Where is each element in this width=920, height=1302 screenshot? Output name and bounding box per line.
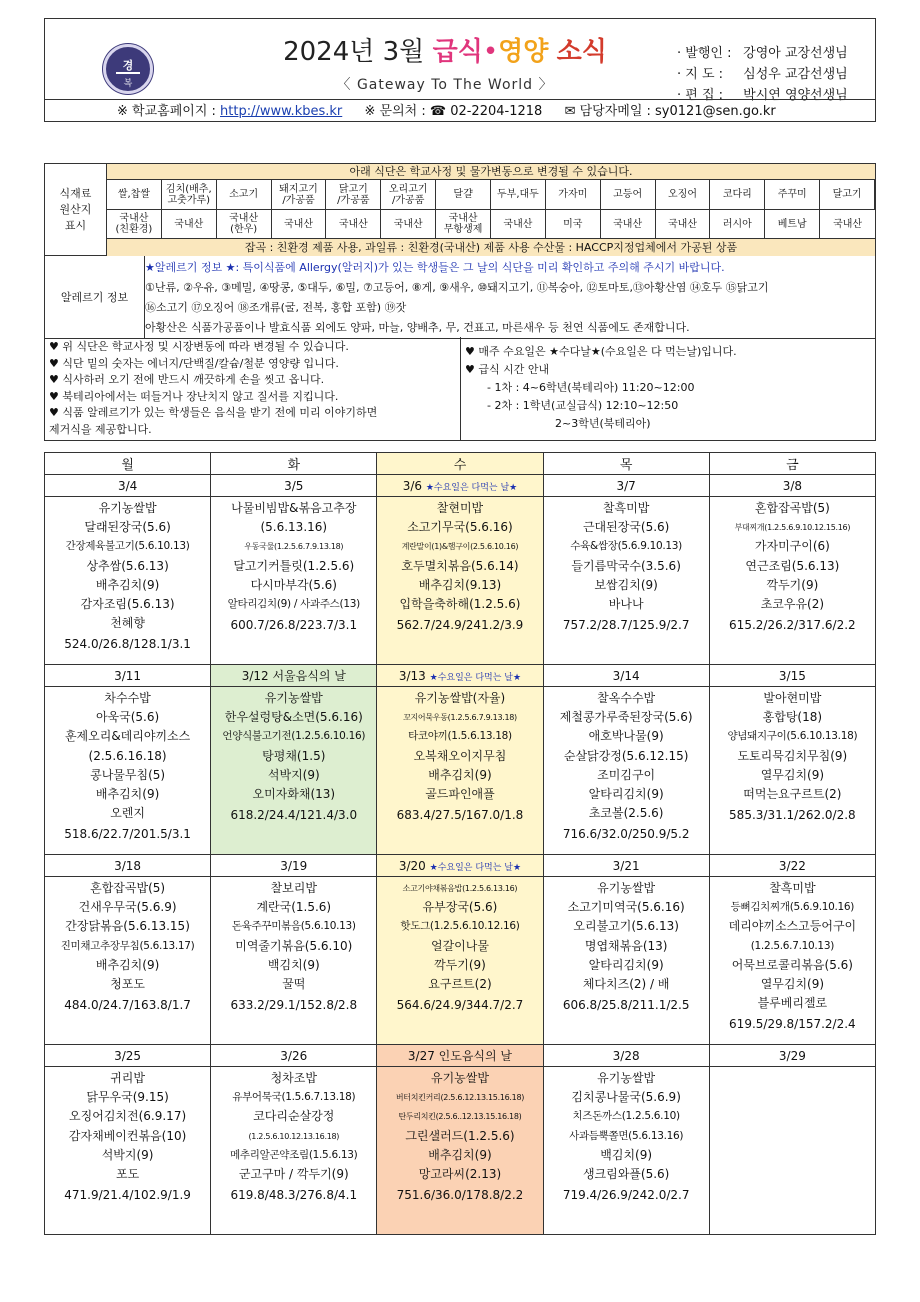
date-cell (45, 855, 211, 877)
logo-text-bottom: 복 (123, 79, 133, 89)
menu-item: 귀리밥 (110, 1071, 145, 1085)
menu-item: 유기농쌀밥 (98, 501, 157, 515)
menu-item: 오복채오이지무침 (413, 748, 507, 763)
date-label: 3/14 (612, 668, 640, 683)
nutrition-values: 615.2/26.2/317.6/2.2 (729, 618, 856, 633)
menu-item: 등뼈김치찌개(5.6.9.10.16) (730, 901, 855, 914)
nutrition-values: 600.7/26.8/223.7/3.1 (230, 618, 358, 633)
nutrition-values: 757.2/28.7/125.9/2.7 (562, 618, 690, 633)
date-cell (45, 1045, 211, 1067)
menu-item: 청차조밥 (270, 1071, 317, 1085)
menu-item: 감자채베이컨볶음(10) (68, 1128, 187, 1143)
menu-item: 애호박나물(9) (588, 729, 664, 744)
menu-item: 깍두기(9) (766, 577, 819, 592)
menu-item: 근대된장국(5.6) (582, 520, 670, 535)
date-label: 3/27 인도음식의 날 (407, 1049, 513, 1063)
menu-item: 홍합탕(18) (762, 710, 823, 725)
menu-item: 알타리김치(9) (588, 957, 664, 972)
nutrition-values: 716.6/32.0/250.9/5.2 (562, 827, 690, 842)
menu-item: 콩나물무침(5) (90, 767, 166, 782)
date-cell (211, 1045, 377, 1067)
date-label: 3/28 (612, 1048, 640, 1063)
menu-item: 탕평채(1.5) (262, 748, 326, 763)
menu-item: 배추김치(9) (428, 767, 492, 782)
date-label: 3/15 (778, 668, 806, 683)
title-word-meal: 급식 (432, 37, 483, 67)
date-label: 3/4 (117, 478, 138, 493)
origin-item-origin: 국내산 (833, 218, 863, 230)
menu-item: 배추김치(9) (95, 787, 160, 802)
origin-item-name: 쌀,찹쌀 (107, 180, 162, 210)
date-label: 3/18 (114, 858, 142, 873)
day-header: 목 (543, 453, 709, 475)
origin-item-origin: 국내산 (601, 210, 656, 238)
allergy-body (145, 258, 871, 338)
menu-item: 꿀떡 (282, 977, 306, 992)
allergy-line-3: 아황산은 식품가공품이나 발효식품 외에도 양파, 마늘, 양배추, 무, 건표고, 마른새우 등 천연 식품에도 존재합니다. (145, 321, 690, 334)
menu-cell (45, 497, 211, 665)
menu-item: 얼갈이나물 (430, 938, 489, 953)
date-label: 3/25 (114, 1048, 142, 1063)
day-header: 화 (211, 453, 377, 475)
origin-item-origin: 국내산 무항생제 (436, 210, 491, 238)
menu-item: 유기농쌀밥 (264, 691, 323, 705)
staff-row (677, 43, 848, 64)
date-cell (211, 665, 377, 687)
menu-cell (543, 877, 709, 1045)
date-cell (709, 665, 875, 687)
origin-item-name: 돼지고기 /가공품 (272, 180, 327, 210)
menu-item: 열무김치(9) (760, 767, 825, 782)
date-label: 3/21 (612, 858, 640, 873)
date-cell (543, 475, 709, 497)
nutrition-values: 518.6/22.7/201.5/3.1 (64, 827, 191, 842)
menu-item: 어묵브로콜리볶음(5.6) (731, 957, 853, 972)
menu-item: 간장제육불고기(5.6.10.13) (65, 540, 190, 553)
menu-cell (543, 687, 709, 855)
menu-item: 미역줄기볶음(5.6.10) (235, 938, 353, 953)
allergy-line-2: ⑯소고기 ⑰오징어 ⑱조개류(굴, 전복, 홍합 포함) ⑲잣 (145, 301, 407, 314)
title-block (225, 31, 665, 94)
notes-right (461, 337, 875, 439)
date-cell (211, 475, 377, 497)
menu-item: 계란국(1.5.6) (256, 900, 332, 915)
date-label: 3/20 (398, 858, 426, 873)
allergy-section (45, 256, 875, 338)
menu-item: 아욱국(5.6) (95, 710, 160, 725)
staff-role: · 지 도 : (677, 67, 724, 82)
menu-item: 건새우무국(5.6.9) (78, 900, 177, 915)
menu-cell (709, 877, 875, 1045)
origin-item-name: 달걀 (436, 180, 491, 210)
menu-item: (1.2.5.6.7.10.13) (750, 939, 834, 952)
origin-item-origin: 미국 (546, 210, 601, 238)
menu-item: 유기농쌀밥(자율) (414, 691, 506, 705)
menu-item: 포도 (116, 1167, 140, 1182)
allergy-line-1: ①난류, ②우유, ③메밀, ④땅콩, ⑤대두, ⑥밀, ⑦고등어, ⑧게, ⑨새우, ⑩돼지고기, ⑪복숭아, ⑫토마토,⑬아황산염 ⑭호두 ⑮닭고기 (145, 281, 769, 294)
menu-item: 사과듬뿍쫄면(5.6.13.16) (569, 1129, 684, 1142)
notes-right-line-3: - 1차 : 4~6학년(북테리아) 11:20~12:00 (487, 381, 695, 394)
menu-item: 코다리순살강정 (253, 1109, 335, 1124)
notice-top: 아래 식단은 학교사정 및 물가변동으로 변경될 수 있습니다. (107, 164, 875, 180)
staff-name: 강영아 교장선생님 (739, 46, 848, 61)
nutrition-values: 751.6/36.0/178.8/2.2 (396, 1188, 524, 1203)
menu-item: 배추김치(9) (428, 1147, 492, 1162)
menu-row (45, 497, 876, 665)
menu-item: 달고기커틀릿(1.2.5.6) (233, 558, 355, 573)
menu-cell (377, 497, 543, 665)
menu-item: 한우설렁탕&소면(5.6.16) (224, 710, 363, 725)
origin-item-origin: 국내산 (272, 210, 327, 238)
date-label: 3/8 (782, 478, 803, 493)
date-cell (709, 1045, 875, 1067)
menu-item: 천혜향 (110, 616, 145, 631)
menu-item: 우동국물(1.2.5.6.7.9.13.18) (244, 542, 344, 552)
title-dot: • (482, 37, 499, 67)
menu-cell (45, 877, 211, 1045)
date-label: 3/5 (284, 478, 304, 493)
date-cell (377, 1045, 543, 1067)
origin-item-origin: 국내산 (162, 210, 217, 238)
menu-item: 바나나 (608, 597, 644, 612)
menu-item: 유부장국(5.6) (422, 900, 498, 915)
date-cell (709, 855, 875, 877)
date-cell (543, 855, 709, 877)
menu-cell (377, 1067, 543, 1235)
menu-item: 유부어묵국(1.5.6.7.13.18) (232, 1091, 356, 1104)
menu-item: 백김치(9) (267, 957, 320, 972)
origin-item-name: 가자미 (546, 180, 601, 210)
menu-item: 달래된장국(5.6) (84, 520, 171, 535)
menu-item: 찰흑미밥 (602, 501, 650, 515)
logo-text-top: 경 (122, 59, 134, 72)
nutrition-values: 683.4/27.5/167.0/1.8 (396, 808, 524, 823)
school-logo (103, 44, 153, 94)
menu-item: 오리불고기(5.6.13) (573, 919, 679, 934)
origin-item-origin: 국내산 (381, 210, 436, 238)
note-line: ♥ 식품 알레르기가 있는 학생들은 음식을 받기 전에 미리 이야기하면 (49, 406, 378, 419)
menu-item: 초코우유(2) (760, 597, 825, 612)
notice-bottom: 잡곡 : 친환경 제품 사용, 과일류 : 친환경(국내산) 제품 사용 수산물 : HACCP지정업체에서 가공된 상품 (107, 238, 875, 256)
notes-right-line-5: 2~3학년(북테리아) (555, 417, 651, 430)
date-cell (709, 475, 875, 497)
date-row (45, 855, 876, 877)
nutrition-values: 564.6/24.9/344.7/2.7 (396, 998, 524, 1013)
title-year-month: 2024년 3월 (283, 37, 425, 67)
menu-item: 메추리알곤약조림(1.5.6.13) (230, 1148, 358, 1161)
menu-item: 닭무우국(9.15) (86, 1090, 169, 1105)
nutrition-values: 606.8/25.8/211.1/2.5 (562, 998, 690, 1013)
title-word-nutrition: 영양 (498, 37, 549, 67)
origin-item-name: 소고기 (217, 180, 272, 210)
menu-item: 계란말이(1)&햄구이(2.5.6.10.16) (401, 542, 519, 552)
date-label: 3/19 (280, 858, 308, 873)
newsletter-header (44, 18, 876, 122)
menu-item: 소고기야채볶음밥(1.2.5.6.13.16) (402, 884, 518, 893)
date-cell (377, 665, 543, 687)
menu-item: 부대찌개(1.2.5.6.9.10.12.15.16) (734, 523, 851, 533)
menu-item: 찰흑미밥 (769, 881, 816, 895)
menu-item: 양념돼지구이(5.6.10.13.18) (727, 730, 858, 743)
menu-item: 배추김치(9) (95, 957, 160, 972)
menu-cell (543, 1067, 709, 1235)
menu-item: 혼합잡곡밥(5) (90, 881, 166, 895)
date-row (45, 1045, 876, 1067)
menu-cell (377, 687, 543, 855)
menu-item: 오징어김치전(6.9.17) (69, 1109, 187, 1124)
origin-item-origin: 러시아 (710, 210, 765, 238)
menu-item: 찰현미밥 (436, 501, 484, 515)
menu-item: 치즈돈까스(1.2.5.6.10) (572, 1110, 680, 1123)
menu-item: 찰보리밥 (270, 881, 317, 895)
menu-item: 혼합잡곡밥(5) (754, 501, 830, 515)
menu-item: 골드파인애플 (425, 787, 495, 802)
menu-item: 석박지(9) (101, 1147, 154, 1162)
origin-item-name: 닭고기 /가공품 (326, 180, 381, 210)
menu-item: 나물비빔밥&볶음고추장 (231, 501, 357, 515)
menu-item: 감자조림(5.6.13) (80, 597, 175, 612)
menu-item: 입학을축하해(1.2.5.6) (399, 597, 521, 612)
date-label: 3/22 (778, 858, 806, 873)
nutrition-values: 618.2/24.4/121.4/3.0 (230, 808, 358, 823)
day-header: 수 (377, 453, 543, 475)
menu-item: 알타리김치(9) (588, 787, 664, 802)
note-line: 제거식을 제공합니다. (49, 422, 152, 436)
menu-item: 발아현미밥 (763, 691, 822, 705)
origin-item-name: 오리고기 /가공품 (381, 180, 436, 210)
menu-item: 제철콩가루죽된장국(5.6) (559, 710, 693, 725)
staff-name: 박시연 영양선생님 (739, 88, 848, 103)
page-subtitle: 〈 Gateway To The World 〉 (336, 77, 554, 93)
nutrition-values: 484.0/24.7/163.8/1.7 (64, 998, 191, 1013)
menu-table (44, 452, 876, 1235)
menu-cell (709, 687, 875, 855)
notes-right-line-2: ♥ 급식 시간 안내 (465, 363, 550, 376)
info-table (44, 163, 876, 339)
menu-item: 알타리김치(9) / 사과주스(13) (227, 598, 360, 611)
notes-section (44, 337, 876, 441)
menu-item: 청포도 (110, 977, 145, 992)
nutrition-values: 585.3/31.1/262.0/2.8 (729, 808, 856, 823)
menu-item: 순살닭강정(5.6.12.15) (563, 748, 689, 763)
date-label: 3/13 (398, 668, 426, 683)
menu-item: 가자미구이(6) (754, 539, 830, 554)
menu-item: 백김치(9) (600, 1147, 653, 1162)
page-title (283, 31, 607, 68)
menu-item: 오렌지 (110, 806, 145, 821)
origin-item-origin: 베트남 (765, 210, 820, 238)
menu-item: 훈제오리&데리야끼소스 (64, 729, 191, 744)
day-header: 월 (45, 453, 211, 475)
menu-item: 체다치즈(2) / 배 (582, 977, 670, 992)
menu-item: 핫도그(1.2.5.6.10.12.16) (400, 920, 520, 933)
origin-item-origin: 국내산 (491, 210, 546, 238)
menu-item: 떠먹는요구르트(2) (743, 787, 842, 802)
origin-label: 식재료 원산지 표시 (45, 164, 107, 256)
menu-item: 배추김치(9) (95, 577, 160, 592)
homepage-label: ※ 학교홈페이지 : (117, 104, 216, 119)
homepage-link[interactable]: http://www.kbes.kr (220, 104, 343, 119)
menu-item: (5.6.13.16) (260, 520, 328, 535)
menu-cell (377, 877, 543, 1045)
menu-item: 석박지(9) (267, 767, 320, 782)
note-line: ♥ 북테리아에서는 떠들거나 장난치지 않고 질서를 지킵니다. (49, 389, 339, 403)
menu-item: 다시마부각(5.6) (250, 577, 337, 592)
menu-item: 유기농쌀밥 (597, 881, 656, 895)
menu-item: 진미채고추장무침(5.6.13.17) (60, 939, 195, 952)
staff-name: 심성우 교감선생님 (739, 67, 848, 82)
date-label: 3/26 (280, 1048, 308, 1063)
staff-list (677, 43, 848, 106)
menu-item: 군고구마 / 깍두기(9) (238, 1167, 349, 1182)
menu-item: 그린샐러드(1.2.5.6) (405, 1128, 515, 1143)
menu-item: 간장닭볶음(5.6.13.15) (65, 919, 190, 934)
menu-item: 도토리묵김치무침(9) (737, 748, 848, 763)
menu-item: 초코볼(2.5.6) (588, 806, 664, 821)
staff-role: · 발행인 : (677, 46, 732, 61)
menu-item: (1.2.5.6.10.12.13.16.18) (248, 1131, 340, 1141)
menu-item: 블루베리젤로 (757, 996, 828, 1011)
menu-row (45, 1067, 876, 1235)
wed-note: ★수요일은 다먹는 날★ (429, 672, 522, 683)
menu-item: 호두멸치볶음(5.6.14) (401, 558, 519, 573)
origin-item-origin: 국내산 (친환경) (107, 210, 162, 238)
menu-item: 소고기미역국(5.6.16) (567, 900, 685, 915)
note-line: ♥ 식사하러 오기 전에 반드시 깨끗하게 손을 씻고 옵니다. (49, 373, 325, 386)
origin-item-name: 김치(배추, 고춧가루) (162, 180, 217, 210)
origin-item-origin: 국내산 (한우) (217, 210, 272, 238)
menu-item: 조미김구이 (597, 767, 656, 782)
date-label: 3/12 서울음식의 날 (241, 669, 346, 683)
date-cell (211, 855, 377, 877)
origin-item-name: 오징어 (656, 180, 711, 210)
day-header-row (45, 453, 876, 475)
origin-item-name: 주꾸미 (765, 180, 820, 210)
menu-cell (709, 1067, 875, 1235)
menu-item: 망고라씨(2.13) (418, 1167, 502, 1182)
note-line: ♥ 식단 밑의 숫자는 에너지/단백질/칼슘/철분 영양량 입니다. (49, 356, 339, 370)
day-header: 금 (709, 453, 875, 475)
allergy-head: ★알레르기 정보 ★: 특이식품에 Allergy(알러지)가 있는 학생들은 그 날의 식단을 미리 확인하고 주의해 주시기 바랍니다. (145, 261, 725, 274)
menu-row (45, 877, 876, 1045)
date-label: 3/7 (616, 478, 636, 493)
menu-item: 찰옥수수밥 (597, 691, 656, 705)
origin-item-name: 코다리 (710, 180, 765, 210)
menu-item: 배추김치(9.13) (418, 577, 502, 592)
menu-item: 연근조림(5.6.13) (745, 558, 840, 573)
menu-row (45, 687, 876, 855)
origin-section (45, 164, 875, 256)
date-cell (377, 855, 543, 877)
nutrition-values: 719.4/26.9/242.0/2.7 (562, 1188, 690, 1203)
nutrition-values: 524.0/26.8/128.1/3.1 (64, 637, 191, 652)
nutrition-values: 471.9/21.4/102.9/1.9 (64, 1188, 191, 1203)
date-cell (45, 475, 211, 497)
menu-item: 언양식불고기전(1.2.5.6.10.16) (222, 730, 366, 743)
menu-item: 꼬지어묵우동(1.2.5.6.7.9.13.18) (403, 713, 517, 723)
menu-item: 상추쌈(5.6.13) (86, 558, 169, 573)
menu-item: 소고기무국(5.6.16) (407, 520, 513, 535)
date-cell (45, 665, 211, 687)
menu-item: 오미자화채(13) (252, 787, 336, 802)
menu-cell (543, 497, 709, 665)
date-cell (543, 1045, 709, 1067)
menu-item: 김치콩나물국(5.6.9) (571, 1090, 681, 1105)
menu-item: 유기농쌀밥 (597, 1071, 656, 1085)
email-label: ✉ 담당자메일 : sy0121@sen.go.kr (564, 104, 776, 119)
wed-note: ★수요일은 다먹는 날★ (425, 482, 518, 493)
date-cell (543, 665, 709, 687)
origin-item-name: 두부,대두 (491, 180, 546, 210)
menu-cell (211, 687, 377, 855)
notes-right-line-4: - 2차 : 1학년(교실급식) 12:10~12:50 (487, 399, 679, 412)
menu-cell (211, 1067, 377, 1235)
origin-item-origin: 국내산 (656, 210, 711, 238)
phone-label: ※ 문의처 : ☎ 02-2204-1218 (364, 104, 543, 119)
origin-item-name: 고등어 (601, 180, 656, 210)
staff-row (677, 64, 848, 85)
menu-item: 들기름막국수(3.5.6) (571, 558, 681, 573)
menu-item: 생크림와플(5.6) (582, 1167, 670, 1182)
nutrition-values: 562.7/24.9/241.2/3.9 (396, 618, 524, 633)
menu-cell (45, 687, 211, 855)
date-label: 3/29 (778, 1048, 806, 1063)
notes-left (45, 337, 461, 441)
menu-cell (211, 497, 377, 665)
menu-item: 탄두리치킨(2.5.6..12.13.15.16.18) (398, 1112, 522, 1122)
nutrition-values: 619.5/29.8/157.2/2.4 (729, 1017, 856, 1032)
date-label: 3/6 (402, 478, 422, 493)
menu-item: 요구르트(2) (428, 977, 492, 992)
date-row (45, 665, 876, 687)
menu-item: 명엽채볶음(13) (584, 938, 668, 953)
note-line: ♥ 위 식단은 학교사정 및 시장변동에 따라 변경될 수 있습니다. (49, 340, 349, 353)
date-label: 3/11 (114, 668, 142, 683)
menu-item: 보쌈김치(9) (594, 577, 658, 592)
title-word-news: 소식 (556, 37, 607, 67)
date-row (45, 475, 876, 497)
origin-grid (107, 180, 875, 238)
menu-item: 열무김치(9) (760, 977, 825, 992)
staff-role: · 편 집 : (677, 88, 724, 103)
menu-item: 깍두기(9) (434, 957, 486, 972)
date-cell (377, 475, 543, 497)
allergy-label: 알레르기 정보 (45, 256, 145, 338)
logo-bar (116, 72, 140, 74)
origin-item-name: 달고기 (820, 180, 875, 210)
menu-item: 유기농쌀밥 (430, 1071, 489, 1085)
nutrition-values: 619.8/48.3/276.8/4.1 (230, 1188, 358, 1203)
menu-cell (709, 497, 875, 665)
menu-item: 돈육주꾸미볶음(5.6.10.13) (231, 920, 356, 933)
menu-cell (45, 1067, 211, 1235)
menu-item: 수육&쌈장(5.6.9.10.13) (570, 540, 682, 553)
menu-item: 타코야끼(1.5.6.13.18) (408, 730, 512, 743)
menu-item: 차수수밥 (104, 691, 151, 705)
menu-item: (2.5.6.16.18) (88, 748, 167, 763)
origin-item-origin: 국내산 (326, 210, 381, 238)
notes-right-line-1: ♥ 매주 수요일은 ★수다날★(수요일은 다 먹는날)입니다. (465, 345, 737, 358)
nutrition-values: 633.2/29.1/152.8/2.8 (230, 998, 358, 1013)
menu-item: 버터치킨커리(2.5.6.12.13.15.16.18) (395, 1093, 525, 1103)
menu-item: 데리야끼소스고등어구이 (728, 919, 857, 934)
wed-note: ★수요일은 다먹는 날★ (429, 862, 522, 873)
contact-bar (45, 99, 875, 123)
menu-cell (211, 877, 377, 1045)
